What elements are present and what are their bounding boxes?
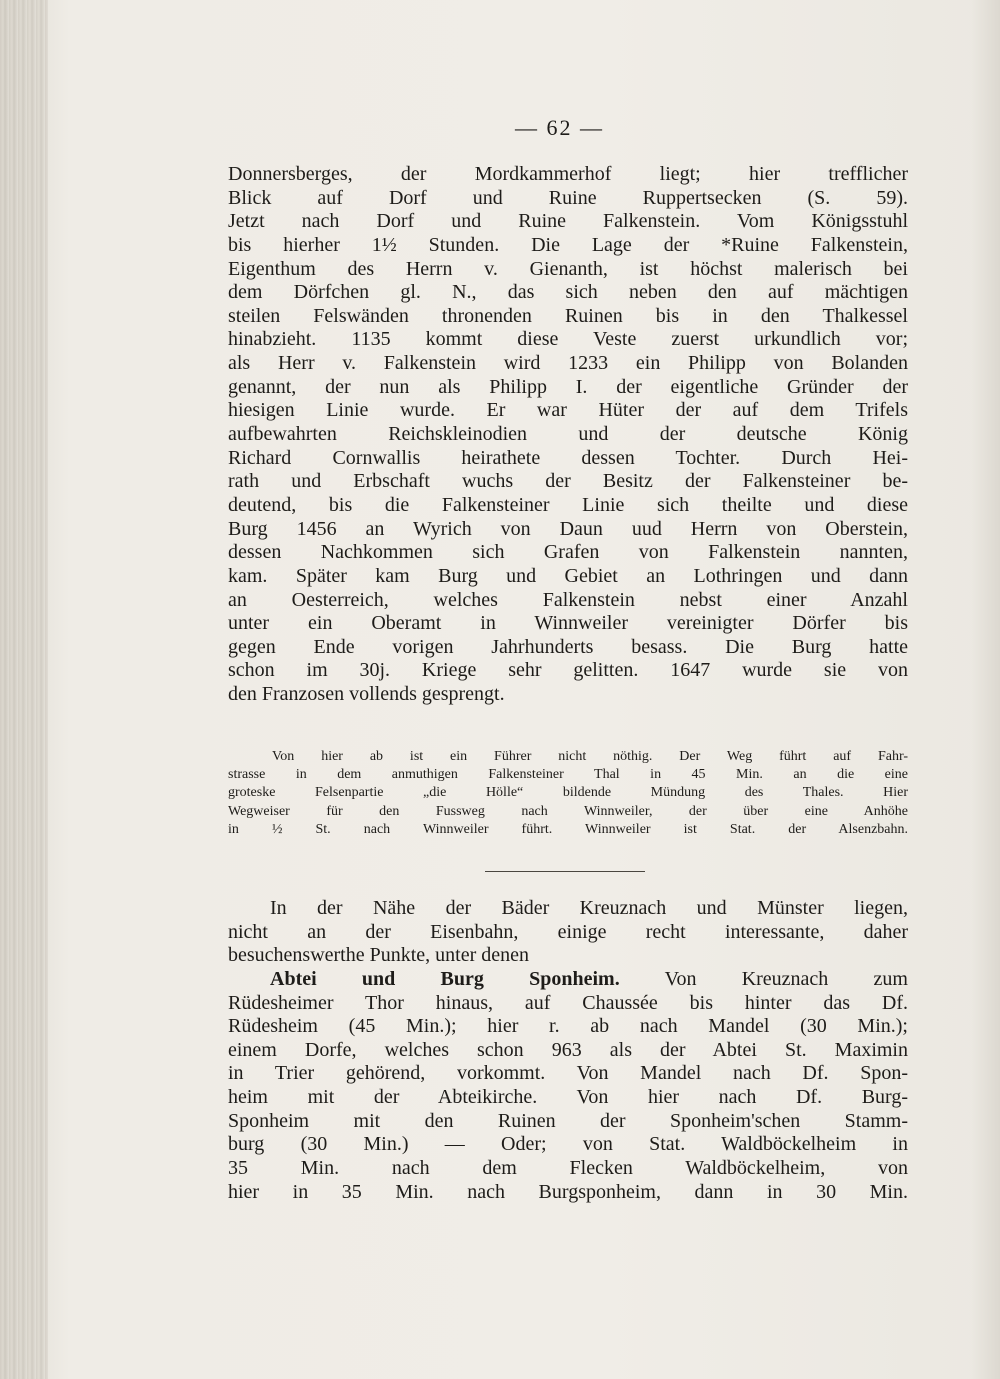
note-line: strasse in dem anmuthigen Falkensteiner Thal in 45 Min. an die eine [228,767,908,783]
sponheim-section [228,897,908,1204]
text-line: steilen Felswänden thronenden Ruinen bis in den Thalkessel [228,304,908,327]
text-line: dem Dörfchen gl. N., das sich neben den auf mächtigen [228,281,908,304]
note-line: groteske Felsenpartie „die Hölle“ bildende Mündung des Thales. Hier [228,785,908,801]
text-line: Richard Cornwallis heirathete dessen Tochter. Durch Hei- [228,446,908,469]
text-line: hier in 35 Min. nach Burgsponheim, dann in 30 Min. [228,1180,908,1203]
text-line: aufbewahrten Reichskleinodien und der deutsche König [228,423,908,446]
page-number: — 62 — [515,115,604,140]
text-line: burg (30 Min.) — Oder; von Stat. Waldböckelheim in [228,1133,908,1156]
text-line: unter ein Oberamt in Winnweiler vereinigter Dörfer bis [228,612,908,635]
text-line: kam. Später kam Burg und Gebiet an Lothringen und dann [228,564,908,587]
text-line: hiesigen Linie wurde. Er war Hüter der auf dem Trifels [228,399,908,422]
main-text [228,163,908,707]
text-line: gegen Ende vorigen Jahrhunderts besass. Die Burg hatte [228,635,908,658]
text-line: Jetzt nach Dorf und Ruine Falkenstein. Vom Königsstuhl [228,210,908,233]
text-line: dessen Nachkommen sich Grafen von Falkenstein nannten, [228,541,908,564]
section-divider [485,871,645,872]
text-line: Donnersberges, der Mordkammerhof liegt; hier trefflicher [228,163,908,185]
text-line: rath und Erbschaft wuchs der Besitz der Falkensteiner be- [228,470,908,493]
text-line: nicht an der Eisenbahn, einige recht interessante, daher [228,920,908,943]
note-line: in ½ St. nach Winnweiler führt. Winnweiler ist Stat. der Alsenzbahn. [228,821,908,837]
text-line: an Oesterreich, welches Falkenstein nebst einer Anzahl [228,588,908,611]
text-line: Burg 1456 an Wyrich von Daun uud Herrn von Oberstein, [228,517,908,540]
section-heading: Abtei und Burg Sponheim. [270,967,620,990]
page-edge-shadow [972,0,1000,1379]
text-line: Rüdesheim (45 Min.); hier r. ab nach Mandel (30 Min.); [228,1015,908,1038]
text-line: genannt, der nun als Philipp I. der eigentliche Gründer der [228,375,908,398]
footnote-block [228,748,908,839]
text-line: in Trier gehörend, vorkommt. Von Mandel nach Df. Spon- [228,1062,908,1085]
text-line: heim mit der Abteikirche. Von hier nach Df. Burg- [228,1086,908,1109]
text-line: den Franzosen vollends gesprengt. [228,683,505,706]
text-line: Rüdesheimer Thor hinaus, auf Chaussée bis hinter das Df. [228,991,908,1014]
text-line: besuchenswerthe Punkte, unter denen [228,944,530,967]
note-line: Wegweiser für den Fussweg nach Winnweiler, der über eine Anhöhe [228,803,908,819]
text-line: Eigenthum des Herrn v. Gienanth, ist höchst malerisch bei [228,257,908,280]
text-line: Blick auf Dorf und Ruine Ruppertsecken (S. 59). [228,186,908,209]
text-line: deutend, bis die Falkensteiner Linie sich theilte und diese [228,493,908,516]
text-line: In der Nähe der Bäder Kreuznach und Münster liegen, [270,897,908,919]
text-line: bis hierher 1½ Stunden. Die Lage der *Ruine Falkenstein, [228,233,908,256]
text-line: schon im 30j. Kriege sehr gelitten. 1647 wurde sie von [228,659,908,682]
book-gutter [0,0,48,1379]
text-line: Sponheim mit den Ruinen der Sponheim'schen Stamm- [228,1109,908,1132]
section-heading-line: Abtei und Burg Sponheim. Von Kreuznach zum [270,967,908,990]
text-line: als Herr v. Falkenstein wird 1233 ein Philipp von Bolanden [228,352,908,375]
note-line: Von hier ab ist ein Führer nicht nöthig. Der Weg führt auf Fahr- [272,749,908,764]
text-line: hinabzieht. 1135 kommt diese Veste zuerst urkundlich vor; [228,328,908,351]
text-line: 35 Min. nach dem Flecken Waldböckelheim, von [228,1157,908,1180]
text-line: einem Dorfe, welches schon 963 als der Abtei St. Maximin [228,1038,908,1061]
